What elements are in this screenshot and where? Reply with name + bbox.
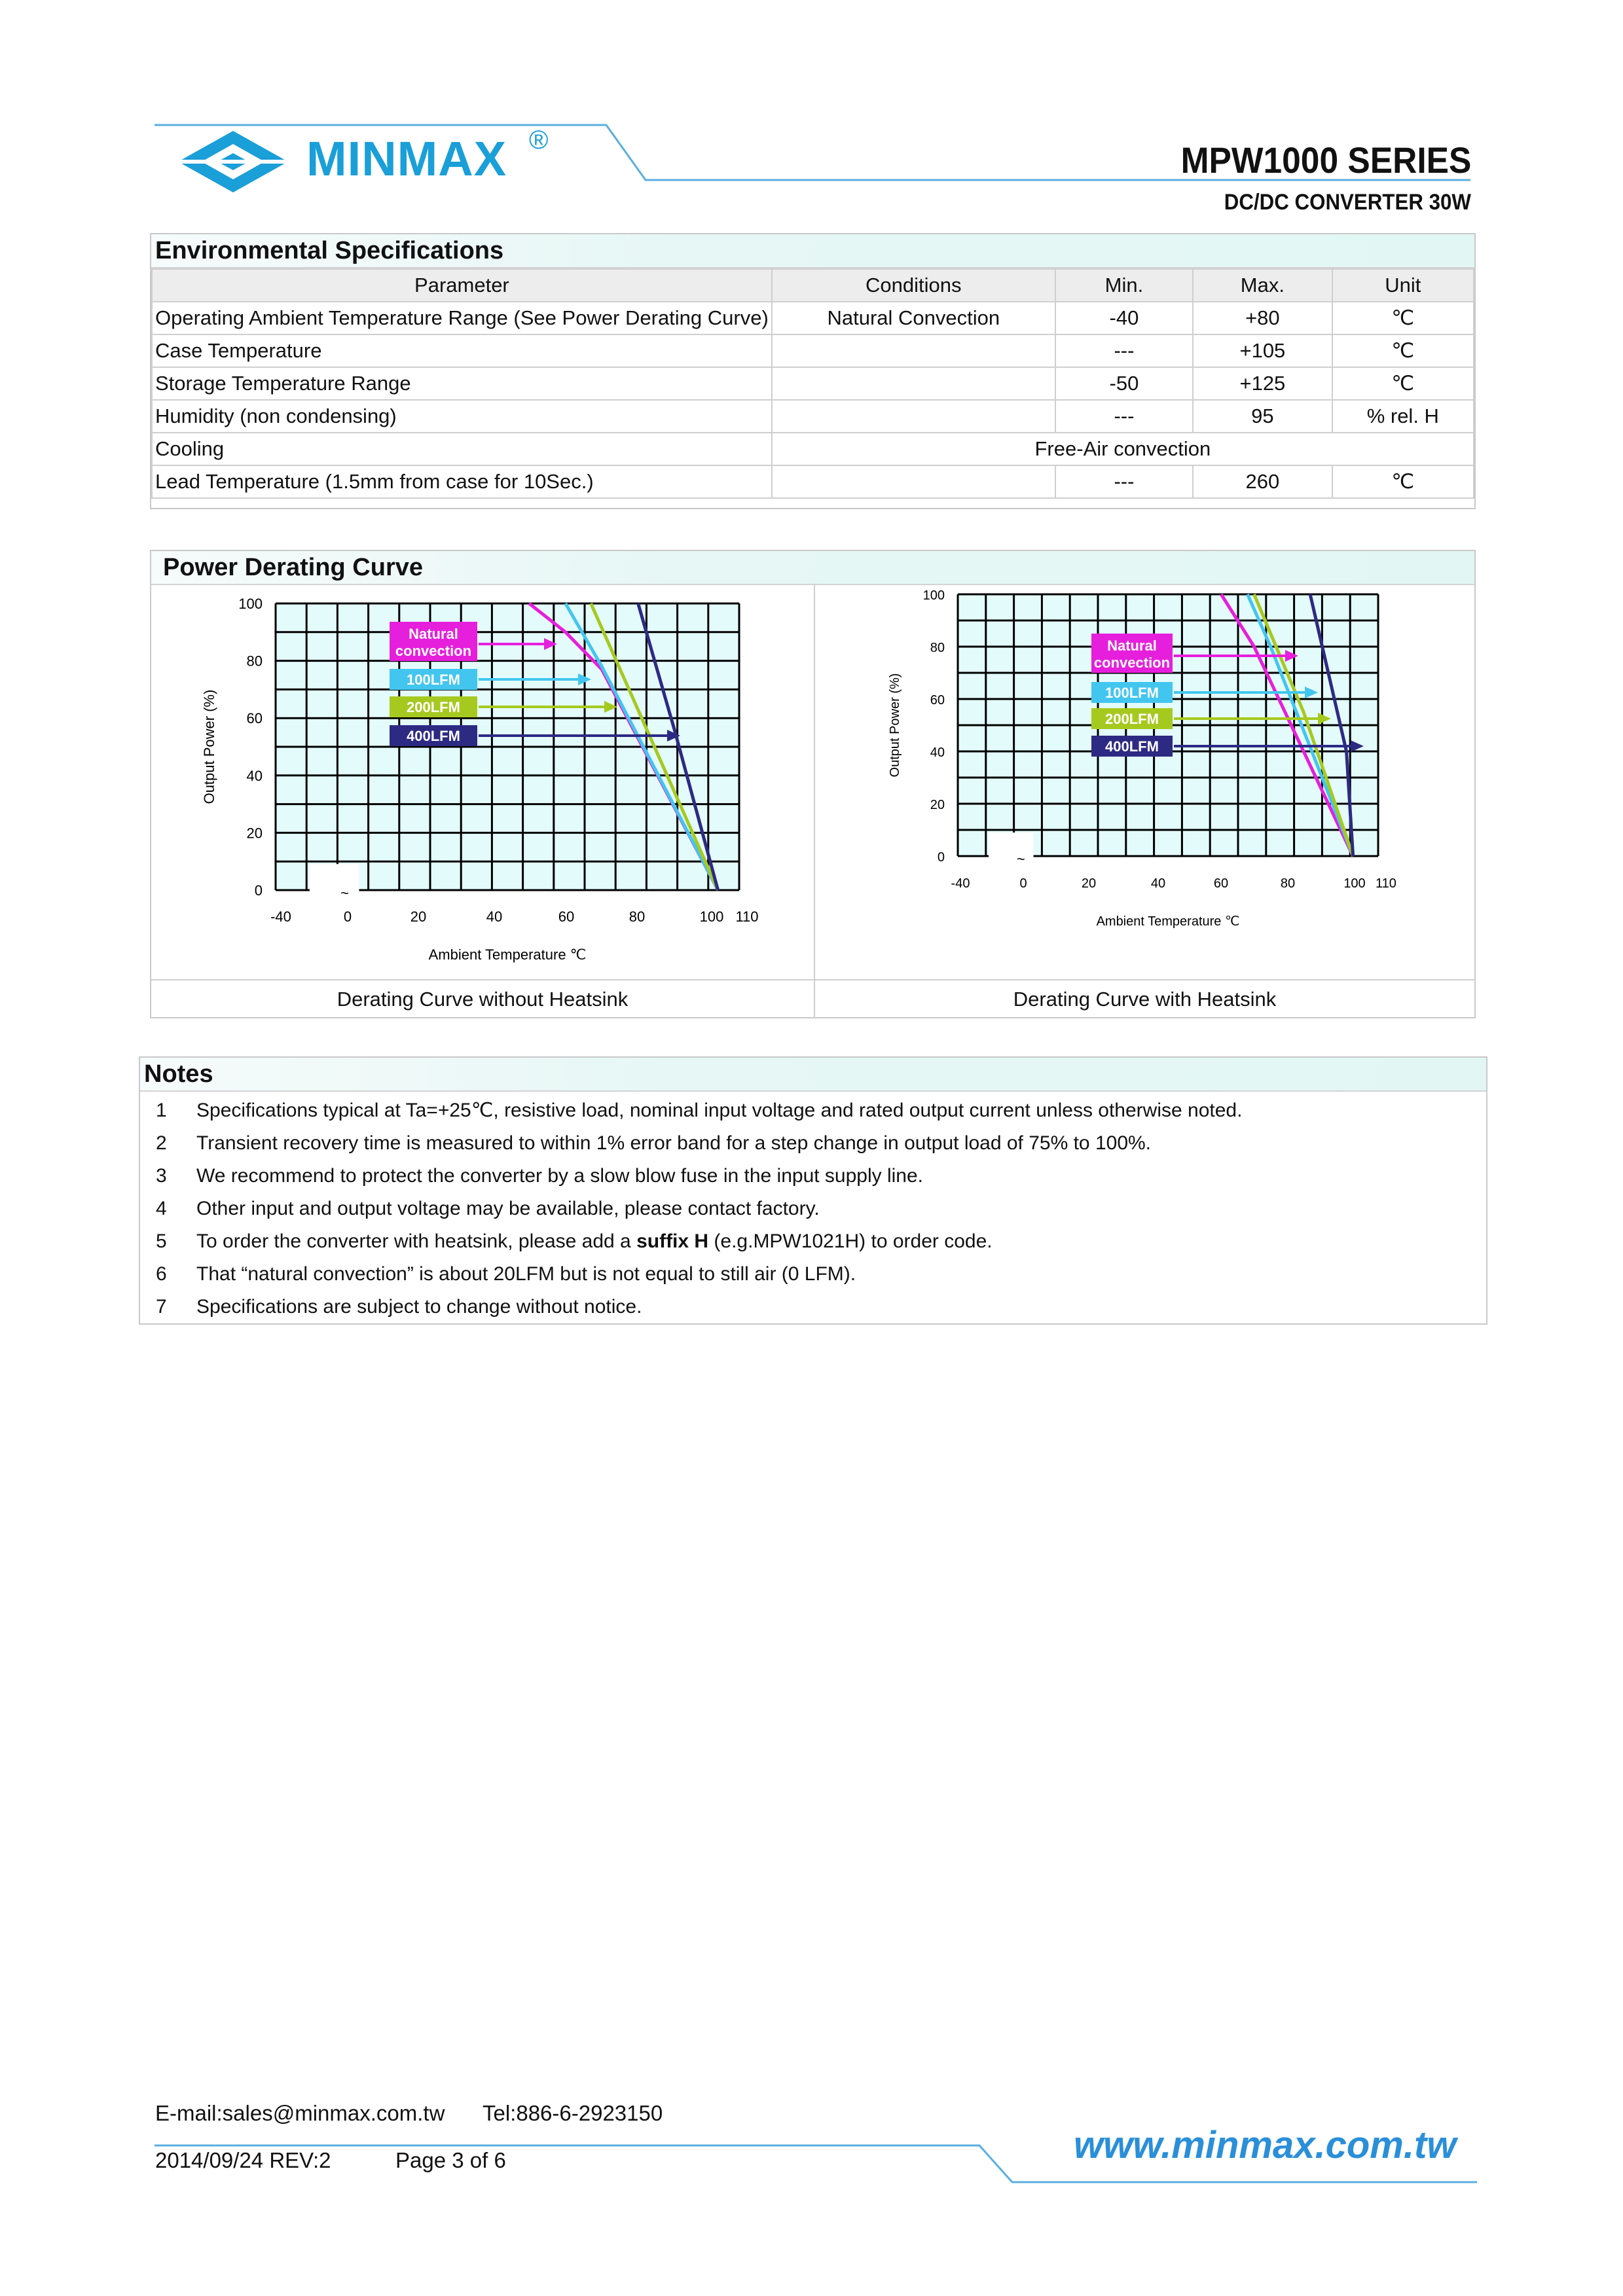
y-tick-label: 20	[930, 798, 945, 812]
minmax-logo-icon	[177, 130, 289, 194]
note-text: To order the converter with heatsink, please add a	[196, 1230, 637, 1252]
footer-date: 2014/09/24 REV:2	[155, 2148, 331, 2172]
unit-cell: ℃	[1332, 465, 1474, 498]
axis-break-gap	[310, 864, 359, 898]
max-cell: 260	[1193, 465, 1332, 498]
legend-label: Natural	[1107, 637, 1157, 654]
environmental-specifications-section	[150, 233, 1476, 509]
x-tick-label: 80	[1280, 876, 1296, 891]
note-number: 4	[156, 1198, 167, 1219]
y-tick-label: 0	[937, 850, 945, 865]
note-item	[156, 1127, 1151, 1160]
x-tick-label: 0	[343, 908, 352, 925]
x-axis-label: Ambient Temperature ℃	[1096, 914, 1240, 929]
footer-page-number: Page 3 of 6	[395, 2148, 506, 2172]
conditions-cell: Natural Convection	[772, 302, 1055, 334]
conditions-cell	[772, 367, 1055, 400]
x-tick-label: 40	[486, 908, 503, 925]
conditions-cell	[772, 400, 1055, 433]
legend-label: convection	[395, 643, 472, 659]
table-row	[152, 367, 1474, 400]
x-tick-label: 0	[1019, 876, 1027, 891]
unit-cell: ℃	[1332, 302, 1474, 334]
section-title: Environmental Specifications	[151, 234, 1474, 268]
y-tick-label: 0	[254, 882, 263, 899]
axis-break-gap	[989, 833, 1033, 864]
parameter-cell: Storage Temperature Range	[152, 367, 772, 400]
note-number: 1	[156, 1100, 167, 1121]
x-axis-label: Ambient Temperature ℃	[428, 946, 587, 963]
cooling-value-cell: Free-Air convection	[772, 433, 1474, 465]
y-tick-label: 80	[246, 653, 263, 670]
parameter-cell: Lead Temperature (1.5mm from case for 10Sec.)	[152, 465, 772, 498]
note-text: We recommend to protect the converter by a slow blow fuse in the input supply line.	[196, 1165, 924, 1187]
footer-tel: Tel:886-6-2923150	[483, 2101, 663, 2125]
legend-label: convection	[1093, 655, 1171, 671]
legend-label: 100LFM	[407, 672, 460, 688]
parameter-cell: Humidity (non condensing)	[152, 400, 772, 433]
legend-label: 100LFM	[1105, 685, 1159, 701]
section-title: Power Derating Curve	[151, 551, 1474, 585]
max-cell: 95	[1193, 400, 1332, 433]
x-tick-label: 60	[1213, 876, 1229, 891]
note-text: Transient recovery time is measured to within 1% error band for a step change in output load of 75% to 100%.	[196, 1132, 1152, 1154]
axis-break-mark: ~	[340, 885, 349, 901]
power-derating-section	[150, 550, 1476, 1018]
table-row	[152, 302, 1474, 334]
y-tick-label: 40	[246, 767, 263, 784]
y-tick-label: 40	[930, 745, 945, 760]
x-tick-label: 100	[699, 908, 724, 925]
chart-caption-left: Derating Curve without Heatsink	[151, 979, 815, 1018]
x-tick-label: 20	[410, 908, 427, 925]
footer-website-link[interactable]: www.minmax.com.tw	[1074, 2124, 1457, 2166]
column-header: Unit	[1332, 269, 1474, 302]
column-header: Min.	[1055, 269, 1193, 302]
y-tick-label: 80	[930, 641, 945, 655]
section-title: Notes	[140, 1058, 1486, 1092]
min-cell: ---	[1055, 334, 1193, 367]
x-tick-label: 20	[1081, 876, 1097, 891]
y-tick-label: 100	[922, 588, 945, 603]
legend-label: 200LFM	[407, 699, 460, 715]
note-number: 6	[156, 1263, 167, 1285]
table-row	[152, 400, 1474, 433]
note-item	[156, 1225, 993, 1258]
min-cell: -50	[1055, 367, 1193, 400]
y-tick-label: 100	[238, 596, 263, 612]
y-tick-label: 20	[246, 825, 263, 842]
column-header: Parameter	[152, 269, 772, 302]
y-tick-label: 60	[246, 710, 263, 727]
note-text: Other input and output voltage may be available, please contact factory.	[196, 1198, 820, 1219]
derating-chart-without-heatsink	[151, 584, 815, 979]
max-cell: +125	[1193, 367, 1332, 400]
conditions-cell	[772, 465, 1055, 498]
conditions-cell	[772, 334, 1055, 367]
notes-section	[139, 1056, 1487, 1325]
y-tick-label: 60	[930, 693, 945, 708]
note-item	[156, 1094, 1242, 1127]
x-tick-label: 60	[558, 908, 575, 925]
min-cell: ---	[1055, 465, 1193, 498]
table-row	[152, 334, 1474, 367]
note-item	[156, 1291, 642, 1323]
series-subtitle: DC/DC CONVERTER 30W	[1224, 190, 1471, 215]
x-tick-label: -40	[270, 908, 291, 925]
chart-caption-right: Derating Curve with Heatsink	[814, 979, 1476, 1018]
derating-chart-with-heatsink	[814, 584, 1476, 979]
environmental-spec-table	[151, 268, 1474, 499]
chart-svg-right	[814, 584, 1476, 979]
legend-label: 400LFM	[407, 728, 460, 744]
x-tick-label: -40	[951, 876, 970, 891]
x-tick-label: 110	[1376, 876, 1396, 891]
x-tick-label: 110	[735, 908, 759, 925]
max-cell: +80	[1193, 302, 1332, 334]
brand-name: MINMAX	[306, 132, 507, 186]
column-header: Max.	[1193, 269, 1332, 302]
legend-label: Natural	[409, 626, 458, 642]
parameter-cell: Case Temperature	[152, 334, 772, 367]
legend-label: 200LFM	[1105, 711, 1159, 727]
x-tick-label: 100	[1343, 876, 1366, 891]
series-title: MPW1000 SERIES	[1180, 139, 1471, 181]
registered-mark: ®	[529, 126, 549, 154]
note-number: 2	[156, 1132, 167, 1154]
y-axis-label: Output Power (%)	[201, 689, 217, 804]
table-row	[152, 433, 1474, 465]
table-row	[152, 465, 1474, 498]
note-item	[156, 1160, 923, 1193]
column-header: Conditions	[772, 269, 1055, 302]
unit-cell: ℃	[1332, 334, 1474, 367]
legend-label: 400LFM	[1105, 738, 1159, 755]
max-cell: +105	[1193, 334, 1332, 367]
note-text-bold: suffix H	[636, 1230, 709, 1252]
unit-cell: ℃	[1332, 367, 1474, 400]
chart-svg-left	[151, 584, 814, 979]
note-item	[156, 1193, 820, 1225]
footer-email[interactable]: E-mail:sales@minmax.com.tw	[155, 2101, 445, 2125]
note-text: (e.g.MPW1021H) to order code.	[708, 1230, 993, 1252]
min-cell: -40	[1055, 302, 1193, 334]
y-axis-label: Output Power (%)	[888, 673, 902, 778]
x-tick-label: 40	[1150, 876, 1166, 891]
parameter-cell: Cooling	[152, 433, 772, 465]
note-text: Specifications typical at Ta=+25℃, resistive load, nominal input voltage and rated output current unless otherwise noted.	[196, 1100, 1243, 1121]
note-number: 7	[156, 1296, 167, 1318]
note-text: That “natural convection” is about 20LFM but is not equal to still air (0 LFM).	[196, 1263, 856, 1285]
axis-break-mark: ~	[1016, 851, 1025, 867]
unit-cell: % rel. H	[1332, 400, 1474, 433]
note-number: 5	[156, 1230, 167, 1252]
min-cell: ---	[1055, 400, 1193, 433]
table-header-row	[152, 269, 1474, 302]
x-tick-label: 80	[629, 908, 646, 925]
note-item	[156, 1258, 856, 1291]
note-text: Specifications are subject to change without notice.	[196, 1296, 642, 1318]
parameter-cell: Operating Ambient Temperature Range (See Power Derating Curve)	[152, 302, 772, 334]
note-number: 3	[156, 1165, 167, 1187]
